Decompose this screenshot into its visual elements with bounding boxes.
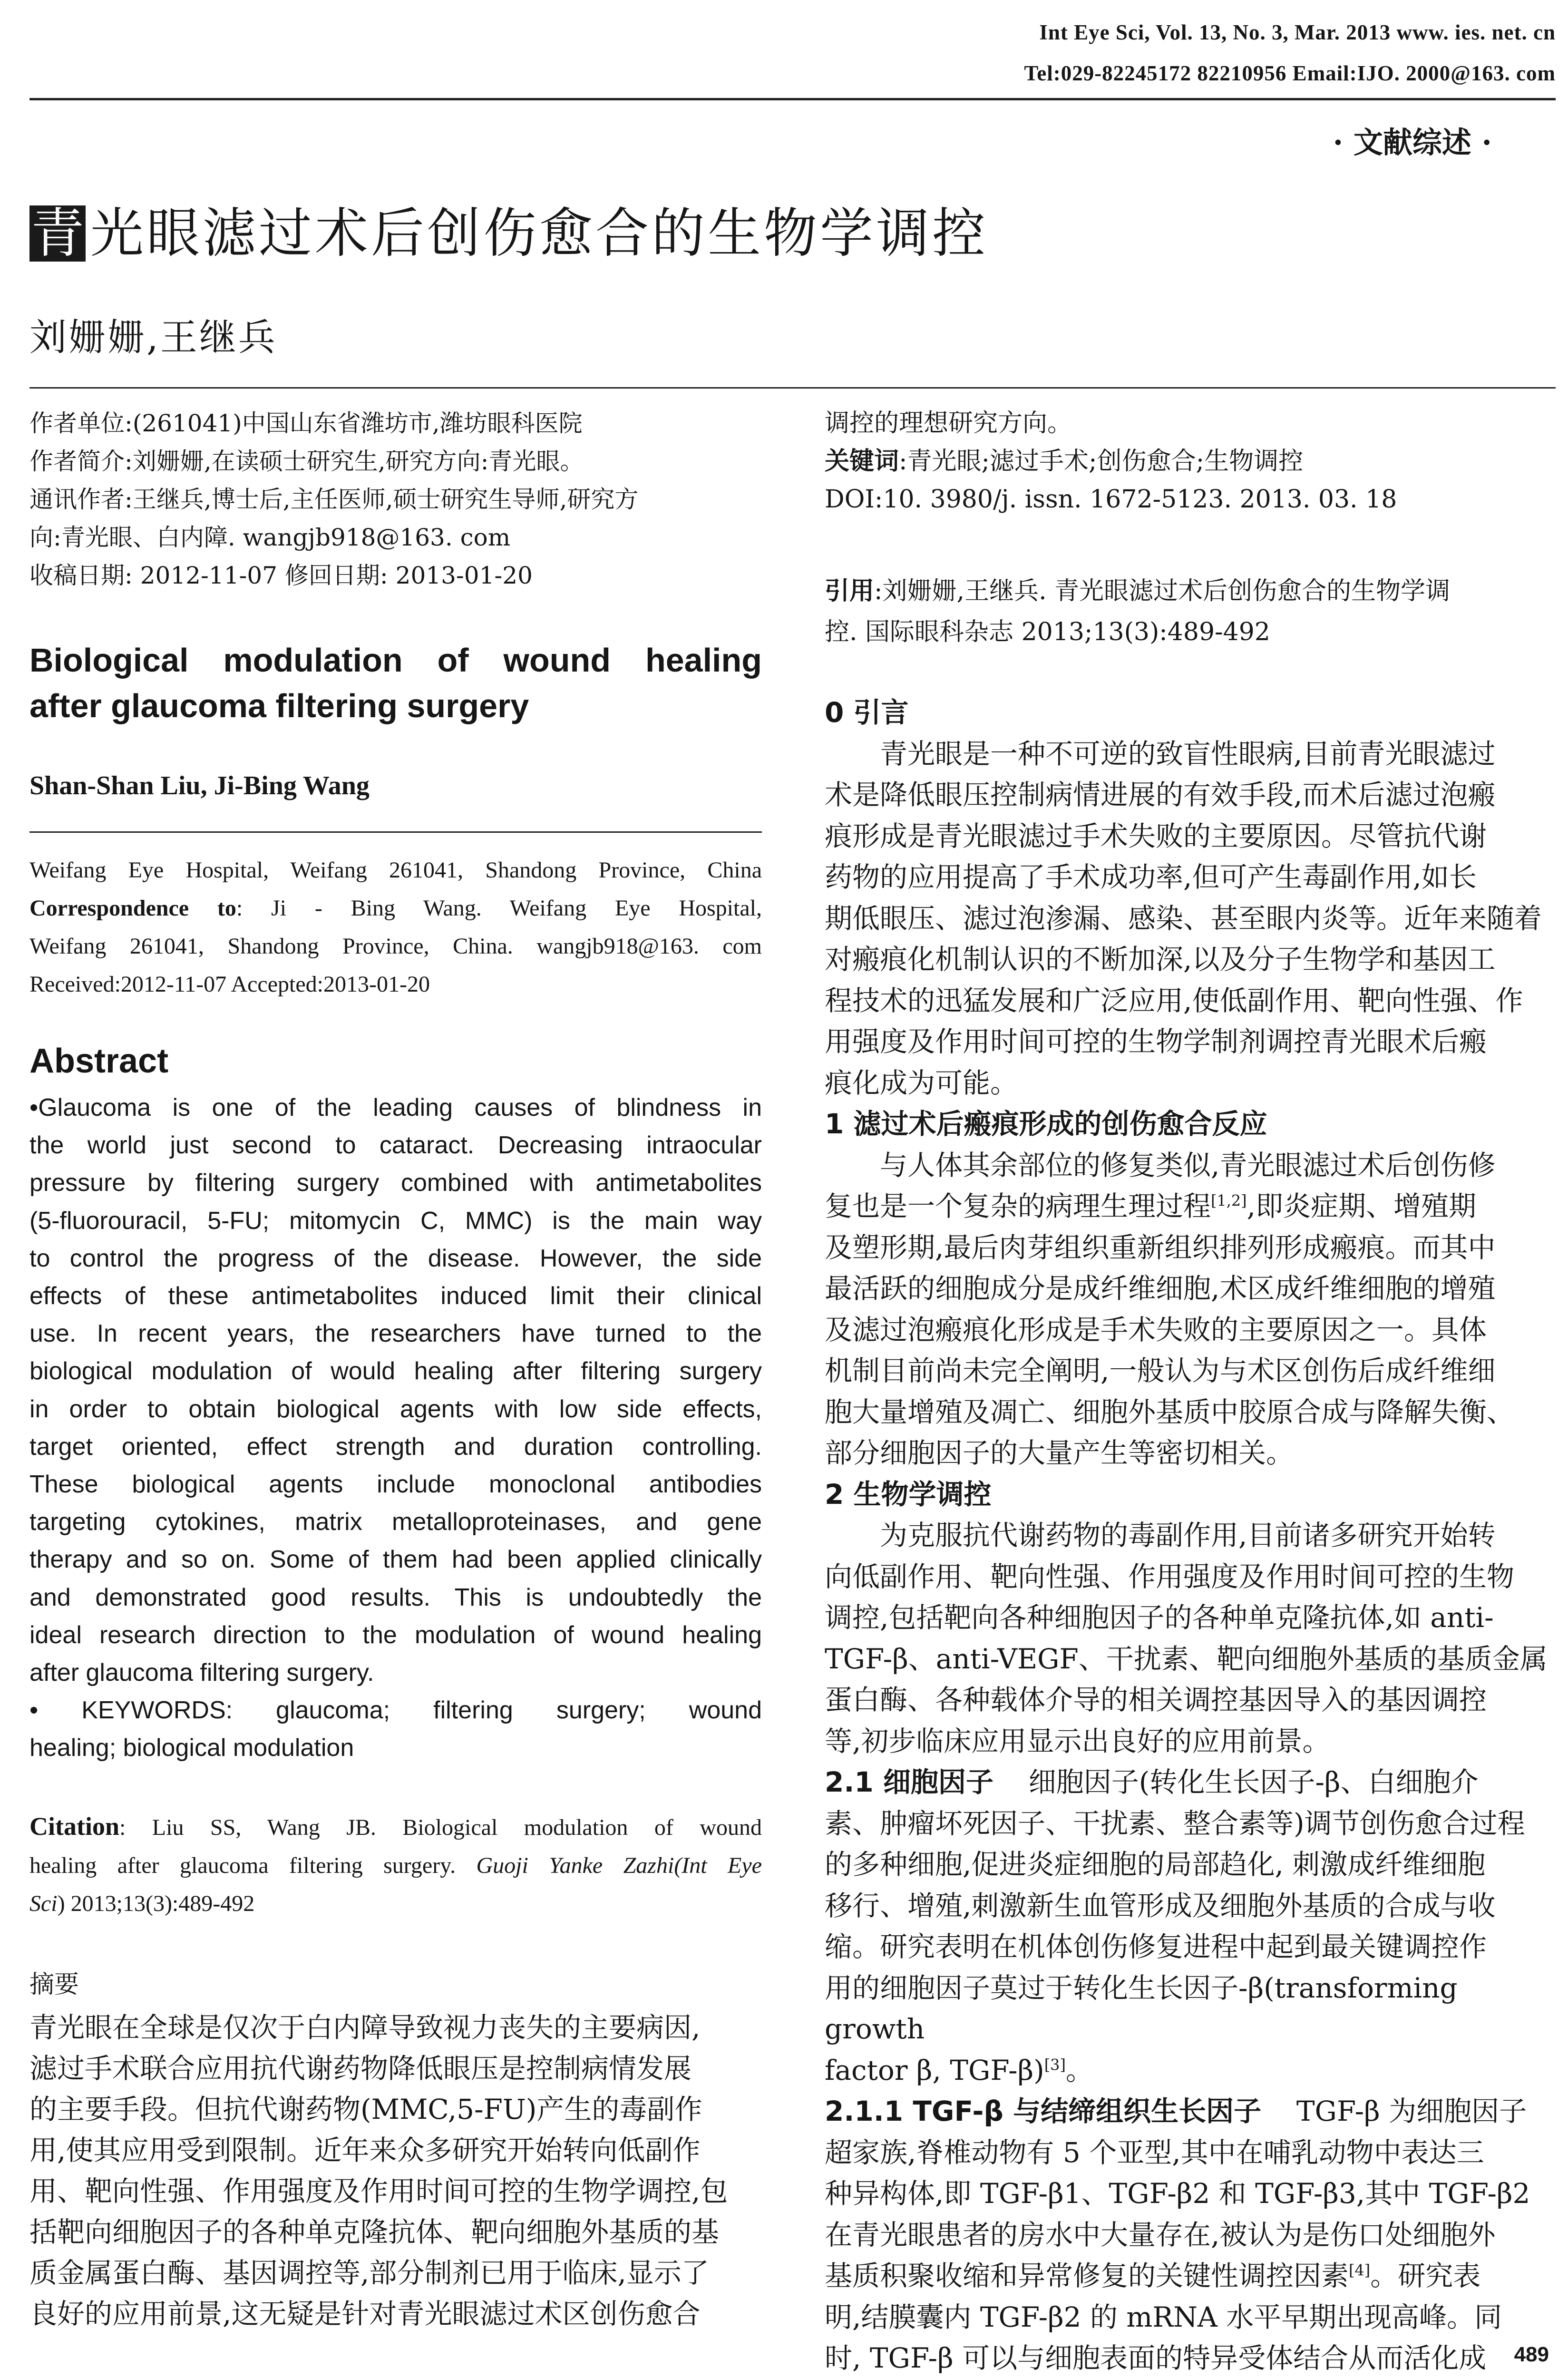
abstract-line: targeting cytokines, matrix metalloproteinases, and gene — [29, 1508, 762, 1536]
body-line: 的多种细胞,促进炎症细胞的局部趋化, 刺激成纤维细胞 — [825, 1848, 1486, 1881]
abstract-line: effects of these antimetabolites induced limit their clinical — [29, 1282, 762, 1310]
body-line: 种异构体,即 TGF-β1、TGF-β2 和 TGF-β3,其中 TGF-β2 — [825, 2177, 1530, 2210]
body-line — [825, 1186, 1552, 1227]
body-text-run: ,即炎症期、增殖期 — [1247, 1190, 1477, 1222]
english-title — [29, 637, 762, 729]
cn-abstract-heading: 摘要 — [29, 1970, 79, 1999]
body-line: 药物的应用提高了手术成功率,但可产生毒副作用,如长 — [825, 861, 1477, 893]
body-line: 程技术的迅猛发展和广泛应用,使低副作用、靶向性强、作 — [825, 984, 1523, 1017]
citation-line-3 — [29, 1885, 762, 1923]
body-line: 时, TGF-β 可以与细胞表面的特异受体结合从而活化成 — [825, 2342, 1487, 2374]
journal-info-line: Int Eye Sci, Vol. 13, No. 3, Mar. 2013 www. ies. net. cn — [1039, 20, 1556, 44]
body-line: 等,初步临床应用显示出良好的应用前景。 — [825, 1725, 1330, 1757]
body-line — [825, 2050, 1552, 2091]
body-line: 对瘢痕化机制认识的不断加深,以及分子生物学和基因工 — [825, 943, 1496, 975]
body-line: 部分细胞因子的大量产生等密切相关。 — [825, 1437, 1294, 1469]
citation-volume: ) 2013;13(3):489-492 — [57, 1891, 255, 1916]
body-text-run: 。研究表 — [1370, 2260, 1481, 2292]
english-affiliation — [29, 851, 762, 1004]
reference-link[interactable]: [1,2] — [1211, 1191, 1247, 1210]
citation-text: healing after glaucoma filtering surgery. — [29, 1853, 477, 1878]
body-line — [825, 1762, 1552, 1803]
body-text-run: factor β, TGF-β) — [825, 2054, 1044, 2086]
body-line: 痕化成为可能。 — [825, 1066, 1018, 1099]
english-authors: Shan-Shan Liu, Ji-Bing Wang — [29, 771, 370, 800]
keywords-label: 关键词 — [825, 447, 899, 476]
abstract-continuation: 调控的理想研究方向。 — [825, 409, 1072, 438]
english-title-line: after glaucoma filtering surgery — [29, 687, 529, 724]
keywords-text: :青光眼;滤过手术;创伤愈合;生物调控 — [899, 447, 1304, 476]
body-line — [825, 2255, 1552, 2297]
title-first-char: 青 — [29, 205, 86, 262]
body-text-run: 基质积聚收缩和异常修复的关键性调控因素 — [825, 2260, 1349, 2292]
keywords-block — [825, 404, 1552, 518]
received-line: Received:2012-11-07 Accepted:2013-01-20 — [29, 972, 430, 997]
body-line: 用的细胞因子莫过于转化生长因子-β(transforming growth — [825, 1971, 1458, 2045]
citation-cn-text: :刘姗姗,王继兵. 青光眼滤过术后创伤愈合的生物学调 — [874, 577, 1451, 605]
abstract-line: therapy and so on. Some of them had been applied clinically — [29, 1546, 762, 1574]
body-line: 与人体其余部位的修复类似,青光眼滤过术后创伤修 — [880, 1149, 1496, 1181]
abstract-line: •Glaucoma is one of the leading causes of blindness in — [29, 1094, 762, 1121]
body-line: 用强度及作用时间可控的生物学制剂调控青光眼术后瘢 — [825, 1025, 1487, 1058]
body-line: 术是降低眼压控制病情进展的有效手段,而术后滤过泡瘢 — [825, 779, 1496, 811]
subsection-heading: 2.1 细胞因子 — [825, 1766, 993, 1798]
citation-cn-line — [825, 571, 1552, 612]
body-line: 青光眼是一种不可逆的致盲性眼病,目前青光眼滤过 — [880, 737, 1496, 770]
authors-cn: 刘姗姗,王继兵 — [29, 316, 277, 359]
author-info-cn — [29, 404, 762, 594]
info-line: 收稿日期: 2012-11-07 修回日期: 2013-01-20 — [29, 562, 533, 589]
keywords-line: • KEYWORDS: glaucoma; filtering surgery; wound — [29, 1696, 762, 1725]
abstract-line: to control the progress of the disease. However, the side — [29, 1244, 762, 1272]
abstract-heading: Abstract — [29, 1042, 169, 1080]
abstract-line: and demonstrated good results. This is undoubtedly the — [29, 1583, 762, 1611]
correspondence-line — [29, 889, 762, 927]
body-text-run: 复也是一个复杂的病理生理过程 — [825, 1190, 1211, 1222]
citation-cn-label: 引用 — [825, 577, 875, 605]
body-line: 移行、增殖,刺激新生血管形成及细胞外基质的合成与收 — [825, 1889, 1496, 1922]
abstract-line: biological modulation of would healing after filtering surgery — [29, 1357, 762, 1385]
cn-abstract-line: 用、靶向性强、作用强度及作用时间可控的生物学调控,包 — [29, 2175, 728, 2207]
body-line: 蛋白酶、各种载体介导的相关调控基因导入的基因调控 — [825, 1684, 1487, 1716]
reference-link[interactable]: [4] — [1349, 2261, 1371, 2280]
abstract-line: (5-fluorouracil, 5-FU; mitomycin C, MMC) is the main way — [29, 1207, 762, 1235]
cn-abstract-line: 质金属蛋白酶、基因调控等,部分制剂已用于临床,显示了 — [29, 2257, 709, 2289]
cn-abstract-line: 用,使其应用受到限制。近年来众多研究开始转向低副作 — [29, 2134, 701, 2166]
body-line: 在青光眼患者的房水中大量存在,被认为是伤口处细胞外 — [825, 2218, 1496, 2251]
body-line: 及滤过泡瘢痕化形成是手术失败的主要原因之一。具体 — [825, 1313, 1487, 1346]
subsection-heading: 2.1.1 TGF-β 与结缔组织生长因子 — [825, 2095, 1262, 2127]
abstract-line: the world just second to cataract. Decreasing intraocular — [29, 1131, 762, 1160]
body-line: 缩。研究表明在机体创伤修复进程中起到最关键调控作 — [825, 1930, 1487, 1963]
body-line: 素、肿瘤坏死因子、干扰素、整合素等)调节创伤愈合过程 — [825, 1807, 1525, 1840]
english-authors-rule — [29, 831, 762, 833]
affiliation-line: Weifang Eye Hospital, Weifang 261041, Shandong Province, China — [29, 858, 762, 883]
info-line: 向:青光眼、白内障. wangjb918@163. com — [29, 524, 511, 551]
section-heading: 2 生物学调控 — [825, 1478, 992, 1511]
keywords-cn — [825, 442, 1552, 480]
section-heading: 1 滤过术后瘢痕形成的创伤愈合反应 — [825, 1108, 1267, 1140]
body-line: TGF-β、anti-VEGF、干扰素、靶向细胞外基质的基质金属 — [825, 1642, 1548, 1675]
cn-abstract-line: 滤过手术联合应用抗代谢药物降低眼压是控制病情发展 — [29, 2052, 692, 2085]
body-line: 超家族,脊椎动物有 5 个亚型,其中在哺乳动物中表达三 — [825, 2136, 1484, 2169]
reference-link[interactable]: [3] — [1044, 2056, 1066, 2074]
abstract-line: target oriented, effect strength and duration controlling. — [29, 1433, 762, 1461]
body-line: 机制目前尚未完全阐明,一般认为与术区创伤后成纤维细 — [825, 1355, 1496, 1387]
correspondence-text: : Ji - Bing Wang. Weifang Eye Hospital, — [236, 896, 762, 921]
abstract-line: pressure by filtering surgery combined with antimetabolites — [29, 1169, 762, 1197]
article-title: 光眼滤过术后创伤愈合的生物学调控 — [90, 203, 988, 264]
info-line: 作者简介:刘姗姗,在读硕士研究生,研究方向:青光眼。 — [29, 448, 584, 475]
journal-contact-line: Tel:029-82245172 82210956 Email:IJO. 2000@163. com — [1024, 61, 1556, 85]
body-line — [825, 2091, 1552, 2132]
citation-line — [29, 1807, 762, 1847]
cn-abstract-line: 括靶向细胞因子的各种单克隆抗体、靶向细胞外基质的基 — [29, 2216, 720, 2248]
section-label: · 文献综述 · — [1333, 125, 1492, 160]
body-line: 向低副作用、靶向性强、作用强度及作用时间可控的生物 — [825, 1560, 1515, 1593]
info-line: 通讯作者:王继兵,博士后,主任医师,硕士研究生导师,研究方 — [29, 486, 639, 513]
citation-cn-line-2: 控. 国际眼科杂志 2013;13(3):489-492 — [825, 618, 1270, 646]
correspondence-line-2: Weifang 261041, Shandong Province, China. wangjb918@163. com — [29, 934, 762, 959]
citation-english — [29, 1807, 762, 1923]
abstract-line: in order to obtain biological agents with low side effects, — [29, 1395, 762, 1423]
doi: DOI:10. 3980/j. issn. 1672-5123. 2013. 03. 18 — [825, 485, 1397, 514]
cn-abstract-line: 青光眼在全球是仅次于白内障导致视力丧失的主要病因, — [29, 2011, 701, 2044]
body-text-run: 。 — [1065, 2054, 1093, 2086]
section-heading: 0 引言 — [825, 696, 909, 729]
title-rule — [29, 387, 1556, 389]
page-number: 489 — [1514, 2343, 1549, 2366]
body-line: 明,结膜囊内 TGF-β2 的 mRNA 水平早期出现高峰。同 — [825, 2300, 1502, 2333]
abstract-line: These biological agents include monoclonal antibodies — [29, 1471, 762, 1499]
body-text — [825, 692, 1552, 2378]
body-text-run: 细胞因子(转化生长因子-β、白细胞介 — [1028, 1766, 1479, 1798]
body-line: 为克服抗代谢药物的毒副作用,目前诸多研究开始转 — [880, 1519, 1496, 1551]
citation-line-2 — [29, 1847, 762, 1885]
body-line: 最活跃的细胞成分是成纤维细胞,术区成纤维细胞的增殖 — [825, 1272, 1496, 1305]
body-line: 胞大量增殖及凋亡、细胞外基质中胶原合成与降解失衡、 — [825, 1395, 1515, 1428]
header-rule — [29, 98, 1556, 100]
abstract-line: after glaucoma filtering surgery. — [29, 1659, 374, 1687]
info-line: 作者单位:(261041)中国山东省潍坊市,潍坊眼科医院 — [29, 409, 583, 437]
abstract-body — [29, 1089, 762, 1767]
citation-journal: Guoji Yanke Zazhi(Int Eye — [476, 1853, 762, 1878]
abstract-line: use. In recent years, the researchers have turned to the — [29, 1320, 762, 1348]
body-line: 痕形成是青光眼滤过手术失败的主要原因。尽管抗代谢 — [825, 819, 1487, 852]
cn-abstract-body — [29, 2007, 762, 2334]
citation-label: Citation — [29, 1812, 119, 1841]
cn-abstract-line: 的主要手段。但抗代谢药物(MMC,5-FU)产生的毒副作 — [29, 2093, 702, 2125]
citation-text: : Liu SS, Wang JB. Biological modulation of wound — [119, 1815, 762, 1840]
body-line: 及塑形期,最后肉芽组织重新组织排列形成瘢痕。而其中 — [825, 1231, 1496, 1264]
cn-abstract-line: 良好的应用前景,这无疑是针对青光眼滤过术区创伤愈合 — [29, 2298, 701, 2330]
keywords-line-2: healing; biological modulation — [29, 1734, 354, 1762]
correspondence-label: Correspondence to — [29, 896, 236, 921]
citation-cn — [825, 571, 1552, 653]
body-line: 调控,包括靶向各种细胞因子的各种单克隆抗体,如 anti- — [825, 1601, 1494, 1634]
abstract-line: ideal research direction to the modulation of wound healing — [29, 1621, 762, 1649]
body-line: 期低眼压、滤过泡渗漏、感染、甚至眼内炎等。近年来随着 — [825, 902, 1542, 935]
citation-journal-end: Sci — [29, 1891, 58, 1916]
body-text-run: TGF-β 为细胞因子 — [1296, 2095, 1527, 2127]
english-title-line: Biological modulation of wound healing — [29, 642, 762, 679]
